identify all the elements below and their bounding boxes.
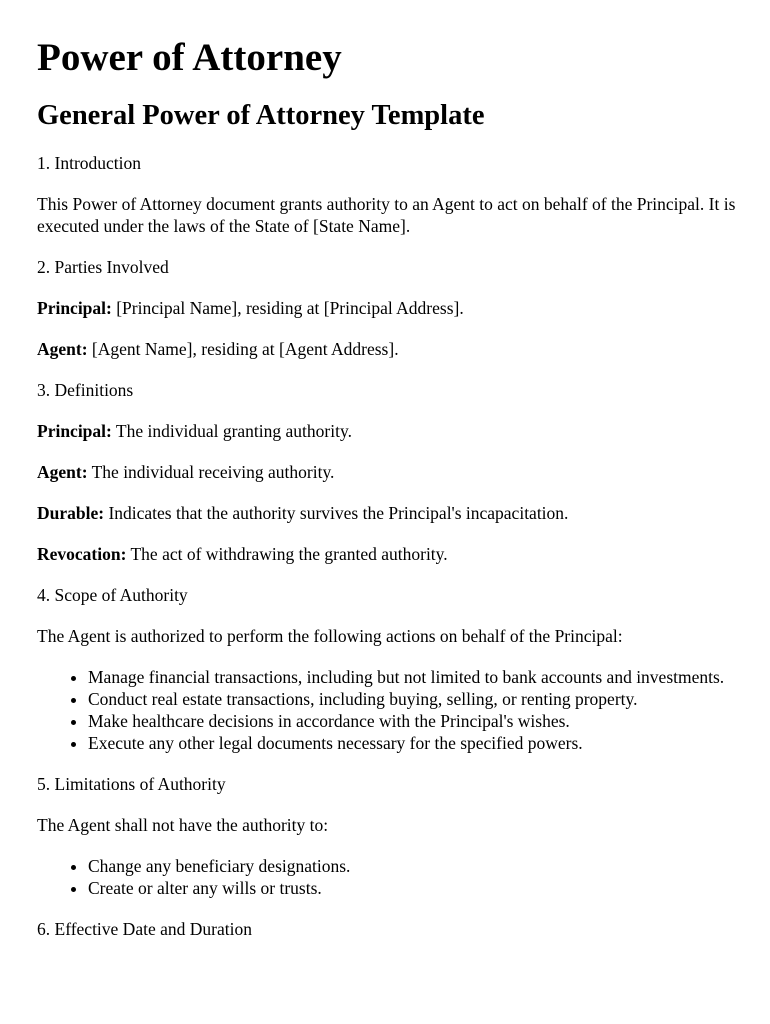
definition-text: The individual granting authority. [111,421,352,441]
principal-party-paragraph [37,297,740,319]
agent-party-text: [Agent Name], residing at [Agent Address]. [87,339,399,359]
section-heading-definitions: 3. Definitions [37,380,134,400]
introduction-paragraph: This Power of Attorney document grants authority to an Agent to act on behalf of the Principal. It is executed under the laws of the State of [State Name]. [37,194,736,236]
scope-intro-paragraph: The Agent is authorized to perform the following actions on behalf of the Principal: [37,626,623,646]
limitations-intro-paragraph: The Agent shall not have the authority to: [37,815,329,835]
section-heading-limitations: 5. Limitations of Authority [37,774,226,794]
definition-text: The individual receiving authority. [87,462,335,482]
definition-term: Principal: [37,421,112,441]
definition-durable [37,502,740,524]
section-heading-effective-date: 6. Effective Date and Duration [37,919,252,939]
list-item: • Execute any other legal documents necessary for the specified powers. [88,732,740,754]
definition-revocation [37,543,740,565]
limitations-list [37,855,740,899]
principal-party-label: Principal: [37,298,112,318]
list-item: • Change any beneficiary designations. [88,855,740,877]
list-item: • Conduct real estate transactions, including buying, selling, or renting property. [88,688,740,710]
definition-text: Indicates that the authority survives the Principal's incapacitation. [104,503,569,523]
definition-agent [37,461,740,483]
definition-term: Durable: [37,503,105,523]
definition-term: Revocation: [37,544,127,564]
definition-text: The act of withdrawing the granted authority. [126,544,448,564]
section-heading-parties: 2. Parties Involved [37,257,169,277]
definition-term: Agent: [37,462,88,482]
page-subtitle: General Power of Attorney Template [37,100,485,131]
definition-principal [37,420,740,442]
scope-list [37,666,740,754]
agent-party-label: Agent: [37,339,88,359]
section-heading-scope: 4. Scope of Authority [37,585,188,605]
principal-party-text: [Principal Name], residing at [Principal Address]. [111,298,464,318]
agent-party-paragraph [37,338,740,360]
list-item: • Create or alter any wills or trusts. [88,877,740,899]
list-item: • Manage financial transactions, including but not limited to bank accounts and investments. [88,666,740,688]
section-heading-introduction: 1. Introduction [37,153,142,173]
list-item: • Make healthcare decisions in accordance with the Principal's wishes. [88,710,740,732]
page-title: Power of Attorney [37,36,342,79]
